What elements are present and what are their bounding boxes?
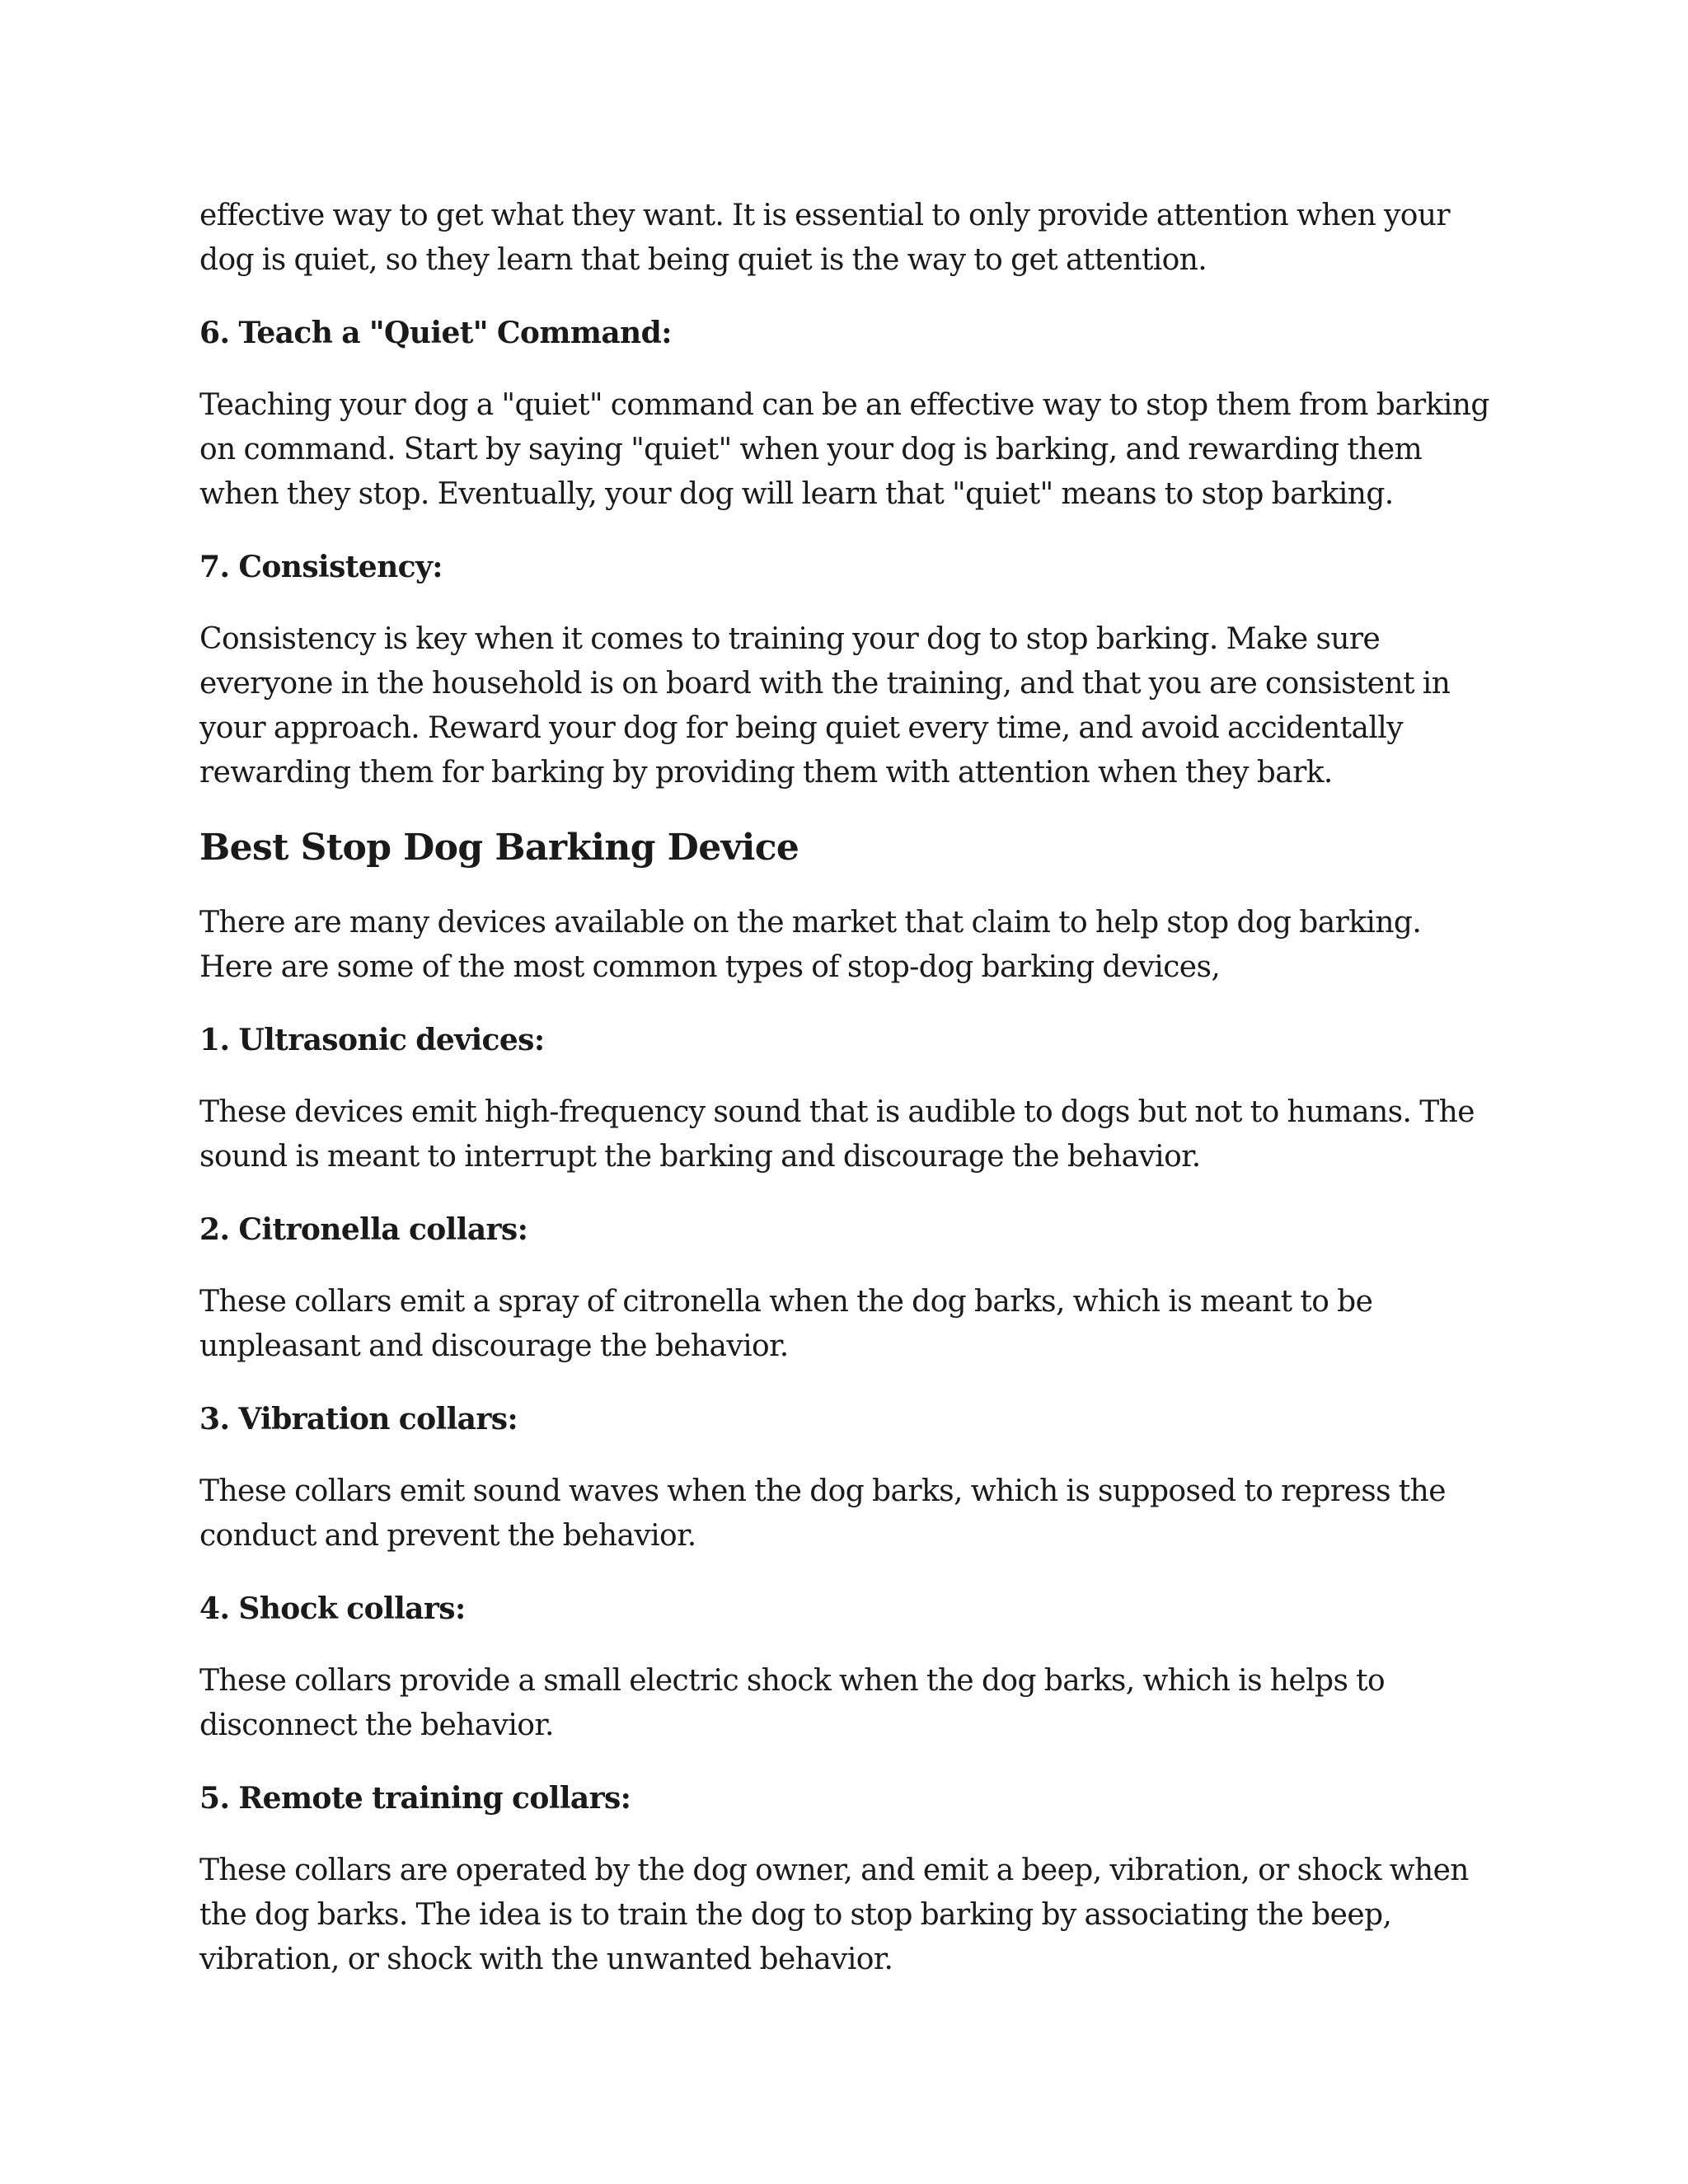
paragraph-remote-training: These collars are operated by the dog owner, and emit a beep, vibration, or shock when the dog barks. The idea is to train the dog to stop barking by associating the beep, vibration, or shock with the unwanted behavior.: [199, 1854, 1469, 1976]
paragraph-shock: These collars provide a small electric shock when the dog barks, which is helps to disconnect the behavior.: [199, 1664, 1386, 1742]
paragraph-quiet-command: Teaching your dog a "quiet" command can be an effective way to stop them from barking on command. Start by saying "quiet" when your dog is barking, and rewarding them when they stop. Eventually, your dog will learn that "quiet" means to stop barking.: [199, 388, 1489, 511]
paragraph-devices-intro: There are many devices available on the market that claim to help stop dog barking. Here are some of the most common types of stop-dog barking devices,: [199, 906, 1422, 984]
subheading-shock: 4. Shock collars:: [199, 1591, 466, 1626]
subheading-consistency: 7. Consistency:: [199, 550, 443, 584]
subheading-vibration: 3. Vibration collars:: [199, 1402, 518, 1436]
document-page: [199, 194, 1493, 2010]
subheading-remote-training: 5. Remote training collars:: [199, 1781, 631, 1816]
section-heading-devices: Best Stop Dog Barking Device: [199, 827, 799, 869]
paragraph-consistency: Consistency is key when it comes to training your dog to stop barking. Make sure everyone in the household is on board with the training, and that you are consistent in your approach. Reward your dog for being quiet every time, and avoid accidentally rewarding them for barking by providing them with attention when they bark.: [199, 622, 1451, 790]
subheading-quiet-command: 6. Teach a "Quiet" Command:: [199, 316, 672, 350]
paragraph-attention: effective way to get what they want. It is essential to only provide attention when your dog is quiet, so they learn that being quiet is the way to get attention.: [199, 199, 1451, 277]
paragraph-ultrasonic: These devices emit high-frequency sound that is audible to dogs but not to humans. The sound is meant to interrupt the barking and discourage the behavior.: [199, 1095, 1475, 1174]
paragraph-vibration: These collars emit sound waves when the dog barks, which is supposed to repress the conduct and prevent the behavior.: [199, 1474, 1446, 1553]
paragraph-citronella: These collars emit a spray of citronella when the dog barks, which is meant to be unpleasant and discourage the behavior.: [199, 1285, 1373, 1363]
subheading-ultrasonic: 1. Ultrasonic devices:: [199, 1023, 545, 1057]
subheading-citronella: 2. Citronella collars:: [199, 1212, 528, 1247]
